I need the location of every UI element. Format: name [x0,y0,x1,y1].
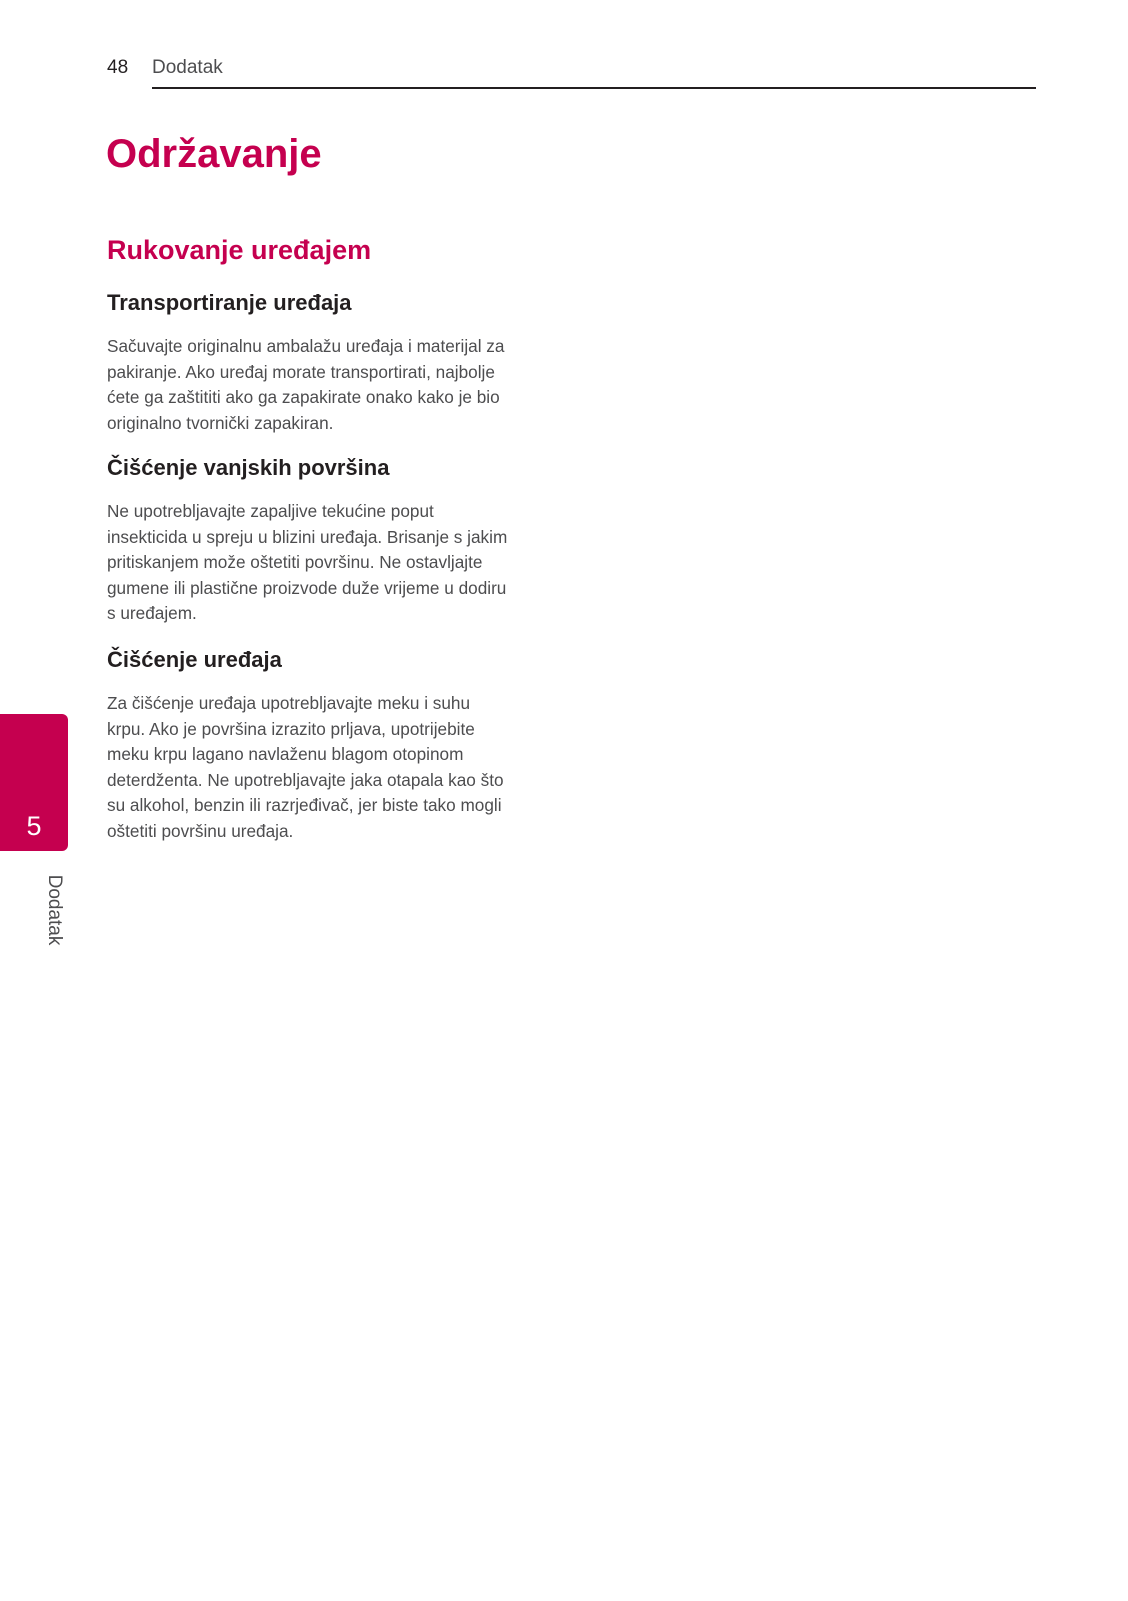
paragraph-line: originalno tvornički zapakiran. [107,412,334,433]
subsection-title: Čišćenje vanjskih površina [107,455,390,480]
section-title: Rukovanje uređajem [107,235,372,265]
chapter-number: 5 [26,811,42,841]
running-head: Dodatak [152,57,223,78]
page-number: 48 [107,57,129,78]
paragraph-line: su alkohol, benzin ili razrjeđivač, jer biste tako mogli [107,795,502,816]
paragraph-line: deterdženta. Ne upotrebljavajte jaka otapala kao što [107,769,504,790]
paragraph-line: Sačuvajte originalnu ambalažu uređaja i materijal za [107,336,505,356]
paragraph [107,334,547,436]
paragraph-line: ćete ga zaštititi ako ga zapakirate onako kako je bio [107,387,500,408]
subsection-transport [107,288,547,436]
subsection-exterior-cleaning [107,453,547,627]
page-title: Održavanje [106,132,322,176]
subsection-device-cleaning [107,645,547,845]
paragraph-line: pritiskanjem može oštetiti površinu. Ne ostavljajte [107,552,483,573]
subsection-title: Čišćenje uređaja [107,647,282,672]
paragraph-line: insekticida u spreju u blizini uređaja. Brisanje s jakim [107,526,508,547]
paragraph-line: gumene ili plastične proizvode duže vrijeme u dodiru [107,577,507,598]
paragraph-line: s uređajem. [107,603,197,624]
header-rule [152,87,1036,89]
paragraph-line: pakiranje. Ako uređaj morate transportirati, najbolje [107,361,495,382]
paragraph-line: meku krpu lagano navlaženu blagom otopinom [107,744,464,765]
chapter-label: Dodatak [44,874,65,946]
paragraph [107,691,547,845]
paragraph [107,499,547,627]
paragraph-line: Ne upotrebljavajte zapaljive tekućine poput [107,501,434,521]
paragraph-line: Za čišćenje uređaja upotrebljavajte meku i suhu [107,693,471,713]
paragraph-line: krpu. Ako je površina izrazito prljava, upotrijebite [107,718,475,739]
paragraph-line: oštetiti površinu uređaja. [107,820,294,841]
subsection-title: Transportiranje uređaja [107,290,352,315]
